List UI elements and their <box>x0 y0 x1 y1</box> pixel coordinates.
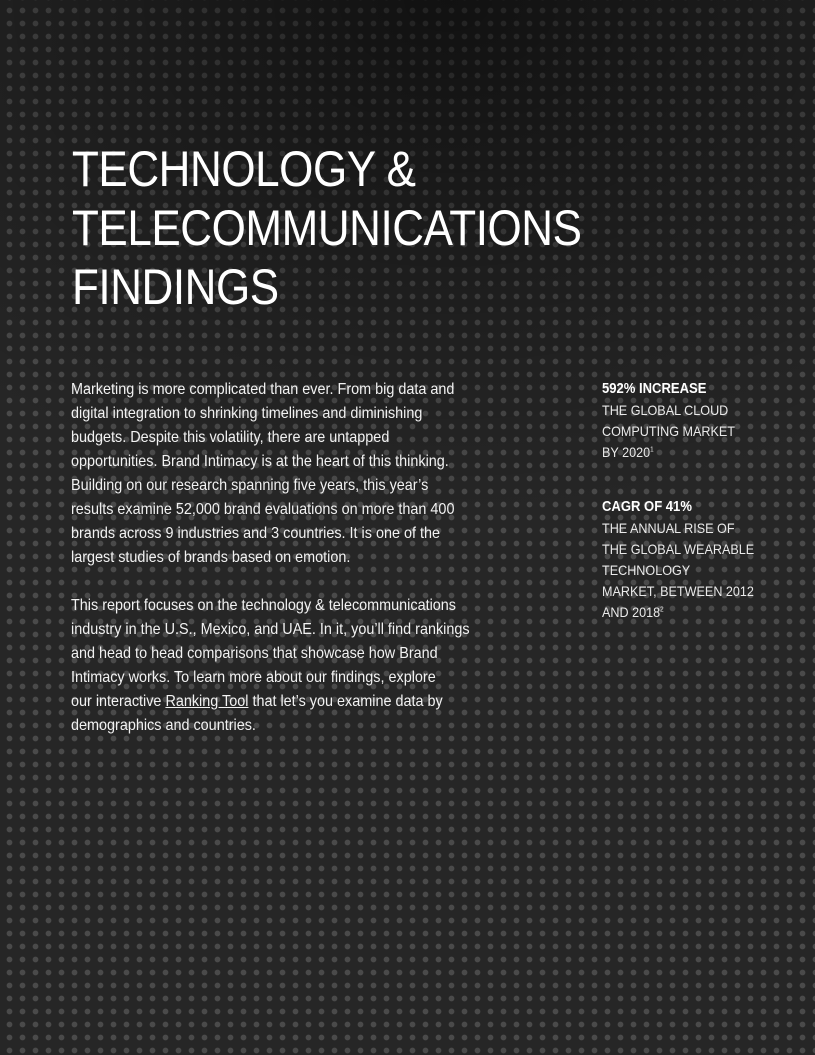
paragraph-line: largest studies of brands based on emotion. <box>71 549 351 566</box>
link-suffix-text: that let’s you examine data by <box>248 693 443 710</box>
stat-headline: CAGR OF 41% <box>602 499 692 515</box>
paragraph-line: opportunities. Brand Intimacy is at the heart of this thinking. <box>71 453 449 470</box>
stat-description-line: TECHNOLOGY <box>602 562 691 578</box>
paragraph-line: brands across 9 industries and 3 countries. It is one of the <box>71 525 441 542</box>
stat-last-line: BY 2020 <box>602 444 651 460</box>
stat-wearable-technology <box>602 497 773 623</box>
paragraph-line: budgets. Despite this volatility, there are untapped <box>71 429 390 446</box>
body-text <box>71 378 521 738</box>
stat-description-line: THE GLOBAL CLOUD <box>602 402 729 418</box>
stat-description-line: COMPUTING MARKET <box>602 423 736 439</box>
paragraph-line: industry in the U.S., Mexico, and UAE. In it, you’ll find rankings <box>71 621 470 638</box>
title-line-3: FINDINGS <box>72 259 279 315</box>
link-prefix-text: our interactive <box>71 693 166 710</box>
paragraph-line: and head to head comparisons that showcase how Brand <box>71 645 438 662</box>
ranking-tool-link[interactable]: Ranking Tool <box>165 693 249 710</box>
footnote-marker: 1 <box>650 446 654 454</box>
paragraph-line: Building on our research spanning five years, this year’s <box>71 477 429 494</box>
title-line-2: TELECOMMUNICATIONS <box>72 200 582 256</box>
intro-paragraph <box>71 378 521 570</box>
stats-sidebar <box>602 379 773 623</box>
report-paragraph <box>71 594 521 738</box>
paragraph-line: Marketing is more complicated than ever. From big data and <box>71 381 455 398</box>
paragraph-line: digital integration to shrinking timelines and diminishing <box>71 405 423 422</box>
stat-cloud-computing <box>602 379 773 463</box>
paragraph-line: results examine 52,000 brand evaluations on more than 400 <box>71 501 455 518</box>
stat-last-line: AND 2018 <box>602 604 661 620</box>
paragraph-line: Intimacy works. To learn more about our findings, explore <box>71 669 436 686</box>
footnote-marker: 2 <box>660 606 664 614</box>
paragraph-line: demographics and countries. <box>71 717 256 734</box>
stat-description-line: MARKET, BETWEEN 2012 <box>602 583 754 599</box>
paragraph-line: This report focuses on the technology & telecommunications <box>71 597 457 614</box>
title-line-1: TECHNOLOGY & <box>72 141 416 197</box>
stat-description-line: THE GLOBAL WEARABLE <box>602 541 755 557</box>
paragraph-line-with-link <box>71 690 521 714</box>
stat-description-line: THE ANNUAL RISE OF <box>602 520 735 536</box>
stat-headline: 592% INCREASE <box>602 381 707 397</box>
stat-description-line <box>602 602 773 623</box>
page-title <box>72 140 670 317</box>
stat-description-line <box>602 442 773 463</box>
